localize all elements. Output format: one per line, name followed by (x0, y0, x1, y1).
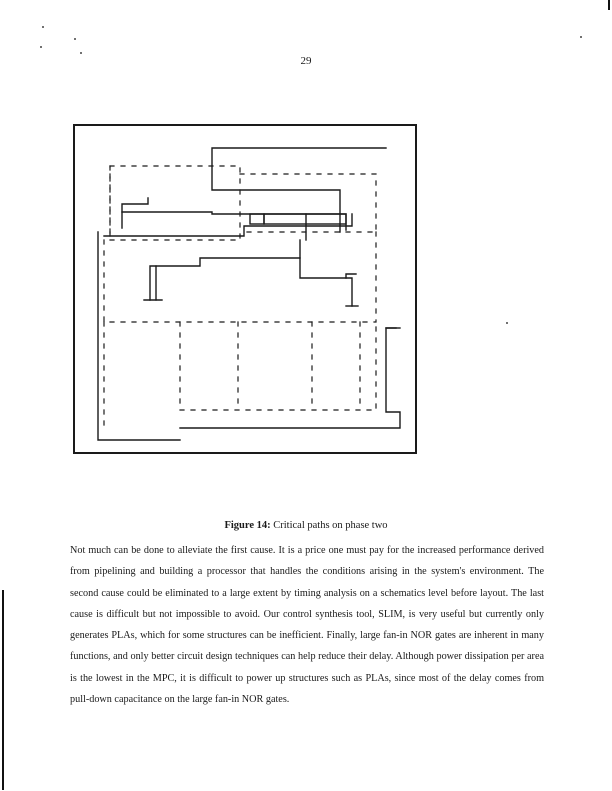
wire-top-route (212, 148, 386, 232)
critical-path-wires (98, 148, 400, 440)
wire-bus-bottom (98, 232, 180, 440)
block-outline-middle (104, 232, 376, 322)
block-outlines (104, 166, 376, 430)
scan-speck (74, 38, 76, 40)
block-outline-upper-left (110, 166, 240, 240)
page-number: 29 (300, 55, 312, 67)
scan-speck (80, 52, 82, 54)
wire-middle-route (150, 258, 352, 306)
block-outline-lower-right (180, 322, 376, 410)
bus-box-1 (250, 214, 264, 224)
wire-hook-left (122, 198, 148, 228)
scan-speck (506, 322, 508, 324)
scan-speck (40, 46, 42, 48)
scan-edge-top-right (608, 0, 610, 10)
wire-external-right (180, 328, 400, 428)
figure-caption (0, 520, 612, 531)
body-paragraph: Not much can be done to alleviate the first cause. It is a price one must pay for the increased performance derived from pipelining and building a processor that handles the conditions arising in the system's environment. The second cause could be eliminated to a large extent by timing analysis on a schematics level before layout. The last cause is difficult but not impossible to avoid. Our control synthesis tool, SLIM, is very useful but currently only generates PLAs, which for some structures can be inefficient. Finally, large fan-in NOR gates are inherent in many functions, and only better circuit design techniques can help reduce their delay. Although power dissipation per area is the lowest in the MPC, it is difficult to power up structures such as PLAs, since most of the delay comes from pull-down capacitance on the large fan-in NOR gates. (70, 545, 544, 706)
figure-number: Figure 14: (224, 520, 271, 531)
scan-edge-left (2, 590, 4, 790)
bus-box-2 (264, 214, 346, 224)
scan-speck (42, 26, 44, 28)
figure-title: Critical paths on phase two (273, 520, 388, 531)
scan-speck (580, 36, 582, 38)
wire-bus-return (104, 214, 352, 236)
